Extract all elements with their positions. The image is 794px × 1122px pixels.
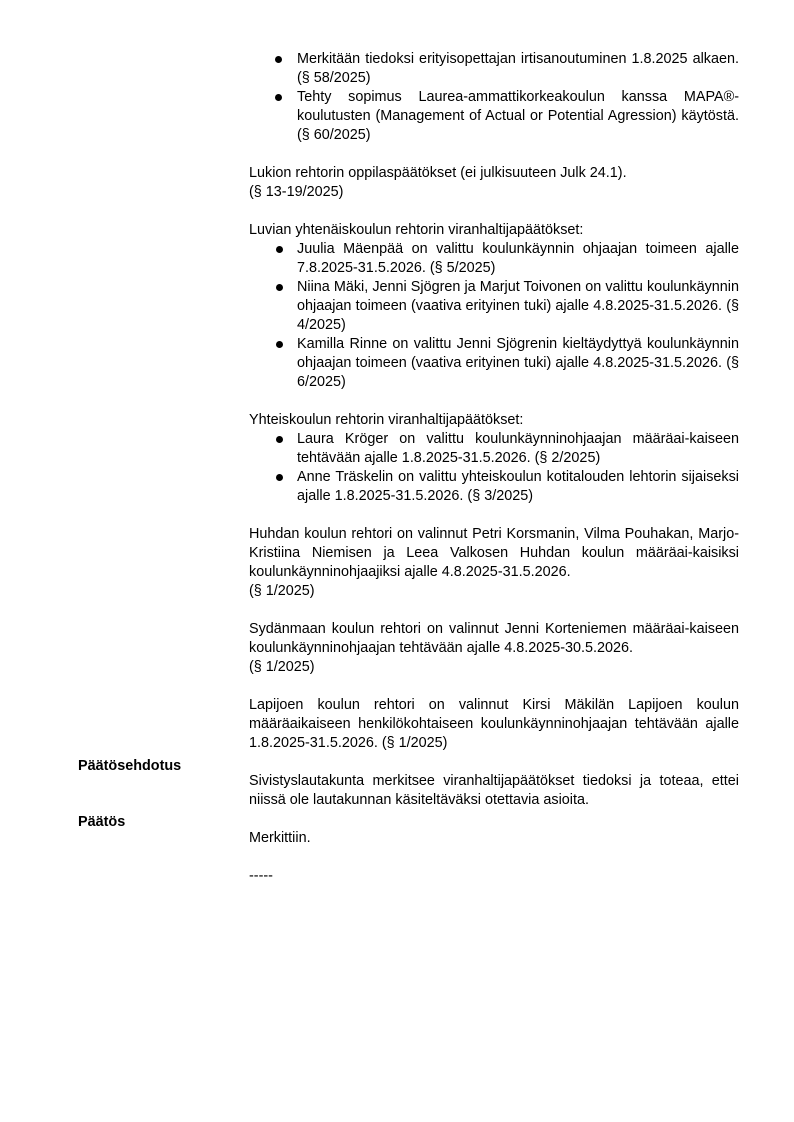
spacer <box>249 677 739 696</box>
decision-label: Päätös <box>78 814 126 830</box>
bullet-icon <box>276 436 283 443</box>
spacer <box>249 753 739 772</box>
spacer <box>249 810 739 829</box>
list-item: Merkitään tiedoksi erityisopettajan irtisanoutuminen 1.8.2025 alkaen. (§ 58/2025) <box>249 50 739 88</box>
decision-text: Merkittiin. <box>249 830 311 846</box>
bullet-icon <box>275 94 282 101</box>
list-item: Niina Mäki, Jenni Sjögren ja Marjut Toivonen on valittu koulunkäynnin ohjaajan toimeen (vaativa erityinen tuki) ajalle 4.8.2025-31.5.2026. (§ 4/2025) <box>249 278 739 335</box>
yhteiskoulu-heading: Yhteiskoulun rehtorin viranhaltijapäätökset: <box>249 412 524 428</box>
bullet-icon <box>275 56 282 63</box>
lapijoki-paragraph: Lapijoen koulun rehtori on valinnut Kirsi Mäkilän Lapijoen koulun määräaikaiseen henkilökohtaiseen koulunkäynninohjaajan tehtävään ajalle 1.8.2025-31.5.2026. (§ 1/2025) <box>249 697 739 751</box>
bullet-icon <box>276 474 283 481</box>
spacer <box>249 601 739 620</box>
list-item: Kamilla Rinne on valittu Jenni Sjögrenin kieltäydyttyä koulunkäynnin ohjaajan toimeen (vaativa erityinen tuki) ajalle 4.8.2025-31.5.2026. (§ 6/2025) <box>249 335 739 392</box>
spacer <box>249 848 739 867</box>
luvia-heading: Luvian yhtenäiskoulun rehtorin viranhaltijapäätökset: <box>249 222 584 238</box>
list-item: Anne Träskelin on valittu yhteiskoulun kotitalouden lehtorin sijaiseksi ajalle 1.8.2025-31.5.2026. (§ 3/2025) <box>249 468 739 506</box>
bullet-icon <box>276 284 283 291</box>
bullet-icon <box>276 246 283 253</box>
proposal-text: Sivistyslautakunta merkitsee viranhaltijapäätökset tiedoksi ja toteaa, ettei niissä ole lautakunnan käsiteltäväksi otettavia asioita. <box>249 773 739 808</box>
list-item: Tehty sopimus Laurea-ammattikorkeakoulun kanssa MAPA®-koulutusten (Management of Actual or Potential Agression) käytöstä. (§ 60/2025) <box>249 88 739 145</box>
list-item: Laura Kröger on valittu koulunkäynninohjaajan määräai-kaiseen tehtävään ajalle 1.8.2025-31.5.2026. (§ 2/2025) <box>249 430 739 468</box>
document-body <box>249 50 739 886</box>
end-marker: ----- <box>249 868 273 884</box>
huhta-paragraph: Huhdan koulun rehtori on valinnut Petri Korsmanin, Vilma Pouhakan, Marjo-Kristiina Niemisen ja Leea Valkosen Huhdan koulun määräai-kaisiksi koulunkäynninohjaajiksi ajalle 4.8.2025-31.5.2026. (§ 1/2025) <box>249 526 739 599</box>
proposal-label: Päätösehdotus <box>78 758 182 774</box>
spacer <box>249 506 739 525</box>
spacer <box>249 392 739 411</box>
list-item: Juulia Mäenpää on valittu koulunkäynnin ohjaajan toimeen ajalle 7.8.2025-31.5.2026. (§ 5/2025) <box>249 240 739 278</box>
bullet-icon <box>276 341 283 348</box>
sydanmaa-paragraph: Sydänmaan koulun rehtori on valinnut Jenni Korteniemen määräai-kaiseen koulunkäynninohjaajan tehtävään ajalle 4.8.2025-30.5.2026. (§ 1/2025) <box>249 621 739 675</box>
intro-list <box>249 50 739 145</box>
spacer <box>249 202 739 221</box>
luvia-list <box>249 240 739 392</box>
lukio-decisions: Lukion rehtorin oppilaspäätökset (ei julkisuuteen Julk 24.1). (§ 13-19/2025) <box>249 165 627 200</box>
yhteiskoulu-list <box>249 430 739 506</box>
spacer <box>249 145 739 164</box>
